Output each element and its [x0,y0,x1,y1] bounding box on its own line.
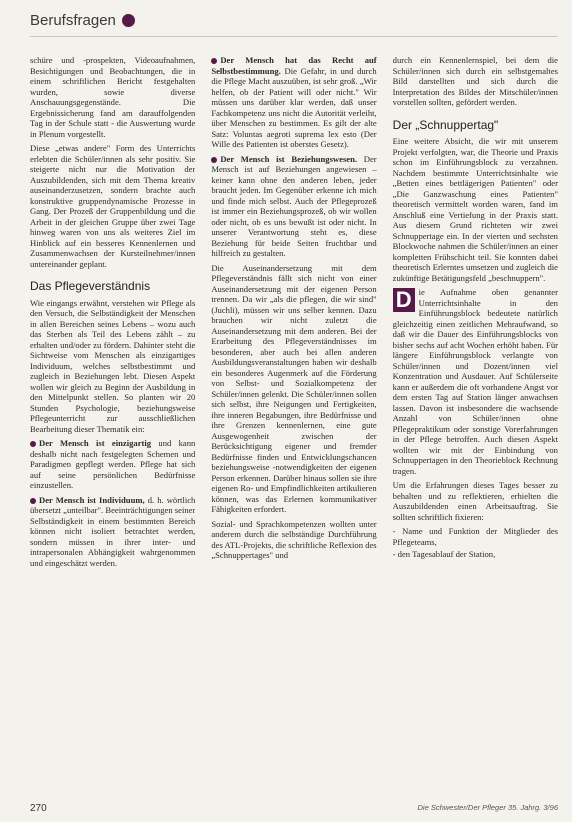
list-item: - den Tagesablauf der Station, [392,549,496,559]
subheading-trial-day: Der „Schnuppertag" [392,117,499,132]
paragraph: Sozial- und Sprachkompetenzen wollten unter anderem durch die selbständige Durchführung des ATL-Projekts, die schriftliche Reflexion des „Schnuppertages" und [211,518,377,560]
bullet-text: d. h. wörtlich übersetzt „unteilbar". Beeinträchtigungen seiner Selbständigkeit in einem bestimmten Bereich können nicht isoliert betrachtet werden, sondern müssen in ihrer inter- und intrapersonalen Abhängigkeit wahrgenommen und eingeschätzt werden. [30,494,196,568]
column-1 [30,55,195,805]
section-kicker [30,12,135,29]
header-rule [30,36,558,37]
bullet-dot-icon [30,441,36,447]
bullet-text: und kann deshalb nicht nach festgelegten Schemen und Paradigmen gepflegt werden. Pflege hat sich auf seine persönlichen Bedürfnisse einzustellen. [30,438,196,490]
paragraph: schüre und -prospekten, Videoaufnahmen, Besichtigungen und Beobachtungen, die in einem schriftlichen Bericht festgehalten wurden, sowie diverse Anschauungsgegenstände. Die Ergebnissicherung fand am darauffolgenden Tag in der Schule statt - die Auswertung wurde in Plenum vorgestellt. [30,55,196,139]
paragraph: Um die Erfahrungen dieses Tages besser zu behalten und zu reflektieren, erhielten die Auszubildenden einen Arbeitsauftrag. Sie sollten schriftlich fixieren: [392,480,558,522]
page-footer [30,803,558,814]
column-3 [393,55,558,805]
bullet-item [30,495,195,569]
bullet-dot-icon [30,498,36,504]
section-title: Berufsfragen [30,12,116,29]
page-number: 270 [30,803,47,814]
bullet-lead: Der Mensch hat das Recht auf Selbstbestimmung. [211,55,377,76]
paragraph: Diese „etwas andere" Form des Unterrichts erlebten die Schüler/innen als sehr positiv. Sie steigerte nicht nur die Motivation der Auszubildenden, sich mit dem Thema kreativ auseinanderzusetzen, sondern brachte auch konstruktive gruppendynamische Prozesse in Gang. Der Prozeß der Gruppenbildung und die Arbeit in der gleichen Gruppe über zwei Tage hinweg waren von uns als weiteres Ziel im Hinblick auf ein besseres Kennenlernen und Zusammenwachsen der Kursteilnehmer/innen untereinander geplant. [30,143,196,269]
bullet-dot-icon [211,157,217,163]
article-body [30,55,558,805]
bullet-text: Der Mensch ist auf Beziehungen angewiesen – keiner kann ohne den anderen leben, jeder braucht jeden. Im Gegenüber erkenne ich mich und finde mich selbst. Auch der Pflegeprozeß ist immer ein Beziehungsprozeß, ob wir wollen oder nicht, ob es uns bewußt ist oder nicht. In unserer Verantwortung steht es, diese Beziehung für beide Seiten fruchtbar und hilfreich zu gestalten. [211,153,377,258]
dropcap-text: ie Aufnahme oben genannter Unterrichtsinhalte in den Einführungsblock bedeutete natürlich gleichzeitig einen zeitlichen Mehraufwand, so daß wir die Dauer des Einführungsblocks von bisher sechs auf acht Wochen erhöht haben. Für längere Einführungsblock verlangte von Schüler/innen und Dozent/innen viel Konzentration und Ausdauer. Auf Schülerseite kann er außerdem die oft vorhandene Angst vor dem ersten Tag auf Station länger anwachsen lassen. Davon ist insbesondere die wachsende Anzahl von Schüler/innen ohne Pflegepraktikum oder sonstige Vorerfahrungen in der Pflege betroffen. Auch diesen Aspekt wollten wir mit der Einbindung von Schnuppertagen in den Theorieblock Rechnung tragen. [392,287,558,476]
bullet-item [211,55,376,150]
bullet-item [211,154,376,259]
paragraph: Wie eingangs erwähnt, verstehen wir Pflege als den Versuch, die Selbständigkeit der Menschen in allen Bereichen seines Lebens – wozu auch das Sterben als Teil des Lebens zählt – zu erhalten und/oder zu fördern. Dahinter steht die Sichtweise vom Menschen als einzigartiges Individuum, welches selbstbestimmt und zugleich in Beziehungen lebt. Diesen Aspekt wollen wir gleich zu Beginn der Ausbildung in den Mittelpunkt stellen. So planten wir 20 Stunden Psychologie, beziehungsweise Pflegeunterricht zur ausschließlichen Bearbeitung dieser Thematik ein: [30,297,196,434]
paragraph: Die Auseinandersetzung mit dem Pflegeverständnis fällt sich nicht von einer Auseinandersetzung mit der eigenen Person trennen. Da wir „als die pflegen, die wir sind" (Juchli), müssen wir uns selber kennen. Dazu brauchen wir nicht zuletzt die Auseinandersetzung mit dem anderen. Bei der Erarbeitung des Pflegeverständnisses im besonderen, aber auch bei allen anderen Ausbildungsveranstaltungen haben wir deshalb ein besonderes Augenmerk auf die Förderung von Selbst- und Sozialkompetenz der Schüler/innen gelenkt. Die Schüler/innen sollen sich selbst, ihre Neigungen und Fertigkeiten, ihre inneren Begabungen, ihre Bedürfnisse und ihre Grenzen kennenlernen, eine gute Ausgewogenheit zwischen der Berücksichtigung eigener und fremder Bedürfnisse finden und Entwicklungschancen beziehungsweise -notwendigkeiten der eigenen Person erkennen. Darüber hinaus sollen sie ihre eigenen Ro- und Empfindlichkeiten artikulieren können, was das Erlernen kommunikativer Fähigkeiten erfordert. [211,262,377,514]
list-item: - Name und Funktion der Mitglieder des Pflegeteams, [392,526,558,547]
dropcap-letter: D [393,288,415,312]
subheading-care-understanding: Das Pflegeverständnis [30,279,151,293]
bullet-lead: Der Mensch ist Individuum, [39,494,145,505]
bullet-dot-icon [211,58,217,64]
column-2 [211,55,376,805]
bullet-lead: Der Mensch ist Beziehungswesen. [220,153,358,164]
bullet-text: Die Gefahr, in und durch die Pflege Macht auszuüben, ist sehr groß. „Wir helfen, ob der Patient will oder nicht." Wir müssen uns darüber klar werden, daß unser Fachkompetenz uns nicht die Autorität verleiht, über Menschen zu bestimmen. Es gilt der alte Satz: Voluntas aegroti suprema lex esto (Der Wille des Patienten ist oberstes Gesetz). [211,65,377,149]
bullet-item [30,438,195,491]
paragraph: durch ein Kennenlernspiel, bei dem die Schüler/innen sich durch ein selbstgemaltes Bild darstellten und sich durch die Interpretation des Bildes der Mitschüler/innen vorstellen sollten, gefördert werden. [392,55,558,107]
task-list [393,526,558,560]
journal-source: Die Schwester/Der Pfleger 35. Jahrg. 3/96 [417,803,558,812]
paragraph: Eine weitere Absicht, die wir mit unserem Projekt verfolgten, war, die Theorie und Praxis schon im Einführungsblock zu verzahnen. Nachdem bestimmte Unterrichtsinhalte wie „Betten eines bettlägerigen Patienten" oder „Die Ganzwaschung eines Patienten" theoretisch vermittelt worden waren, fand im Anschluß eine Vertiefung in der Praxis statt. Aus diesem Grund richteten wir zwei Schnuppertage ein. In der vierten und sechsten Blockwoche nahmen die Schüler/innen an einer kompletten Frühschicht teil. Sie konnten dabei theoretisch Erlerntes umsetzen und zugleich die zukünftige Betätigungsfeld „beschnuppern". [392,136,558,283]
section-dot-icon [122,14,135,27]
paragraph-dropcap [393,287,558,476]
bullet-lead: Der Mensch ist einzigartig [39,438,152,448]
